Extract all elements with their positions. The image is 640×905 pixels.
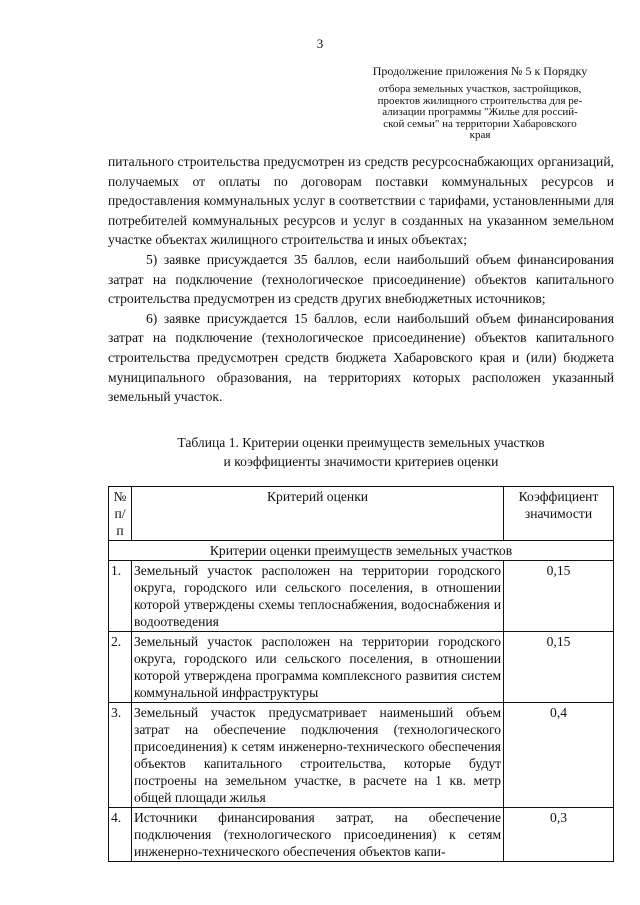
body-text bbox=[108, 152, 614, 407]
paragraph-item-5: 5) заявке присуждается 35 баллов, если наибольший объем финансирования затрат на подключение (технологическое присоединение) объектов капитального строительства предусмотрен из средств других внебюджетных источников; bbox=[108, 251, 614, 307]
table-section-row bbox=[109, 541, 614, 561]
row-coefficient: 0,4 bbox=[504, 703, 614, 808]
row-coefficient: 0,15 bbox=[504, 561, 614, 632]
header-number: № п/п bbox=[109, 487, 132, 541]
header-coefficient: Коэффициент значимости bbox=[504, 487, 614, 541]
appendix-desc-line: отбора земельных участков, застройщиков, bbox=[378, 83, 582, 95]
row-coefficient: 0,3 bbox=[504, 808, 614, 862]
appendix-description bbox=[350, 84, 610, 142]
paragraph-continuation: питального строительства предусмотрен из средств ресурсоснабжающих организаций, получаемых от оплаты по договорам поставки коммунальных ресурсов и предоставления коммунальных услуг в соответствии с тарифами, установленными для потребителей коммунальных ресурсов и услуг в созданных на указанном земельном участке объектах жилищного строительства и иных объектах; bbox=[108, 154, 614, 248]
row-criterion: Земельный участок расположен на территории городского округа, городского или сельского поселения, в отношении которой утверждены схемы теплоснабжения, водоснабжения и водоотведения bbox=[131, 561, 503, 632]
row-number: 1. bbox=[109, 561, 132, 632]
table-row bbox=[109, 561, 614, 632]
row-number: 4. bbox=[109, 808, 132, 862]
header-criterion: Критерий оценки bbox=[131, 487, 503, 541]
row-number: 2. bbox=[109, 632, 132, 703]
row-criterion: Источники финансирования затрат, на обеспечение подключения (технологического присоединения) к сетям инженерно-технического обеспечения объектов капи- bbox=[131, 808, 503, 862]
table-header-row bbox=[109, 487, 614, 541]
table-row bbox=[109, 703, 614, 808]
table-row bbox=[109, 808, 614, 862]
row-coefficient: 0,15 bbox=[504, 632, 614, 703]
criteria-table bbox=[108, 486, 614, 862]
appendix-desc-line: проектов жилищного строительства для ре- bbox=[377, 94, 583, 107]
appendix-desc-line: ской семьи" на территории Хабаровского bbox=[383, 117, 577, 130]
row-criterion: Земельный участок предусматривает наименьший объем затрат на обеспечение подключения (технологического присоединения) к сетям инженерно-технического обеспечения объектов капитального строительства, которые будут построены на земельном участке, в расчете на 1 кв. метр общей площади жилья bbox=[131, 703, 503, 808]
row-criterion: Земельный участок расположен на территории городского округа, городского или сельского поселения, в отношении которой утверждена программа комплексного развития систем коммунальной инфраструктуры bbox=[131, 632, 503, 703]
table-row bbox=[109, 632, 614, 703]
appendix-desc-line: ализации программы "Жилье для россий- bbox=[382, 106, 578, 118]
table-caption-line-1: Таблица 1. Критерии оценки преимуществ земельных участков bbox=[177, 435, 545, 450]
section-title: Критерии оценки преимуществ земельных участков bbox=[109, 541, 614, 561]
paragraph-item-6: 6) заявке присуждается 15 баллов, если наибольший объем финансирования затрат на подключение (технологическое присоединение) объектов капитального строительства предусмотрен средств бюджета Хабаровского края и (или) бюджета муниципального образования, на территориях которых расположен указанный земельный участок. bbox=[108, 310, 614, 405]
table-caption-line-2: и коэффициенты значимости критериев оценки bbox=[223, 453, 499, 469]
page-number: 3 bbox=[316, 36, 324, 51]
table-caption bbox=[108, 434, 614, 471]
row-number: 3. bbox=[109, 703, 132, 808]
appendix-title: Продолжение приложения № 5 к Порядку bbox=[372, 64, 588, 78]
appendix-desc-line: края bbox=[469, 129, 491, 141]
